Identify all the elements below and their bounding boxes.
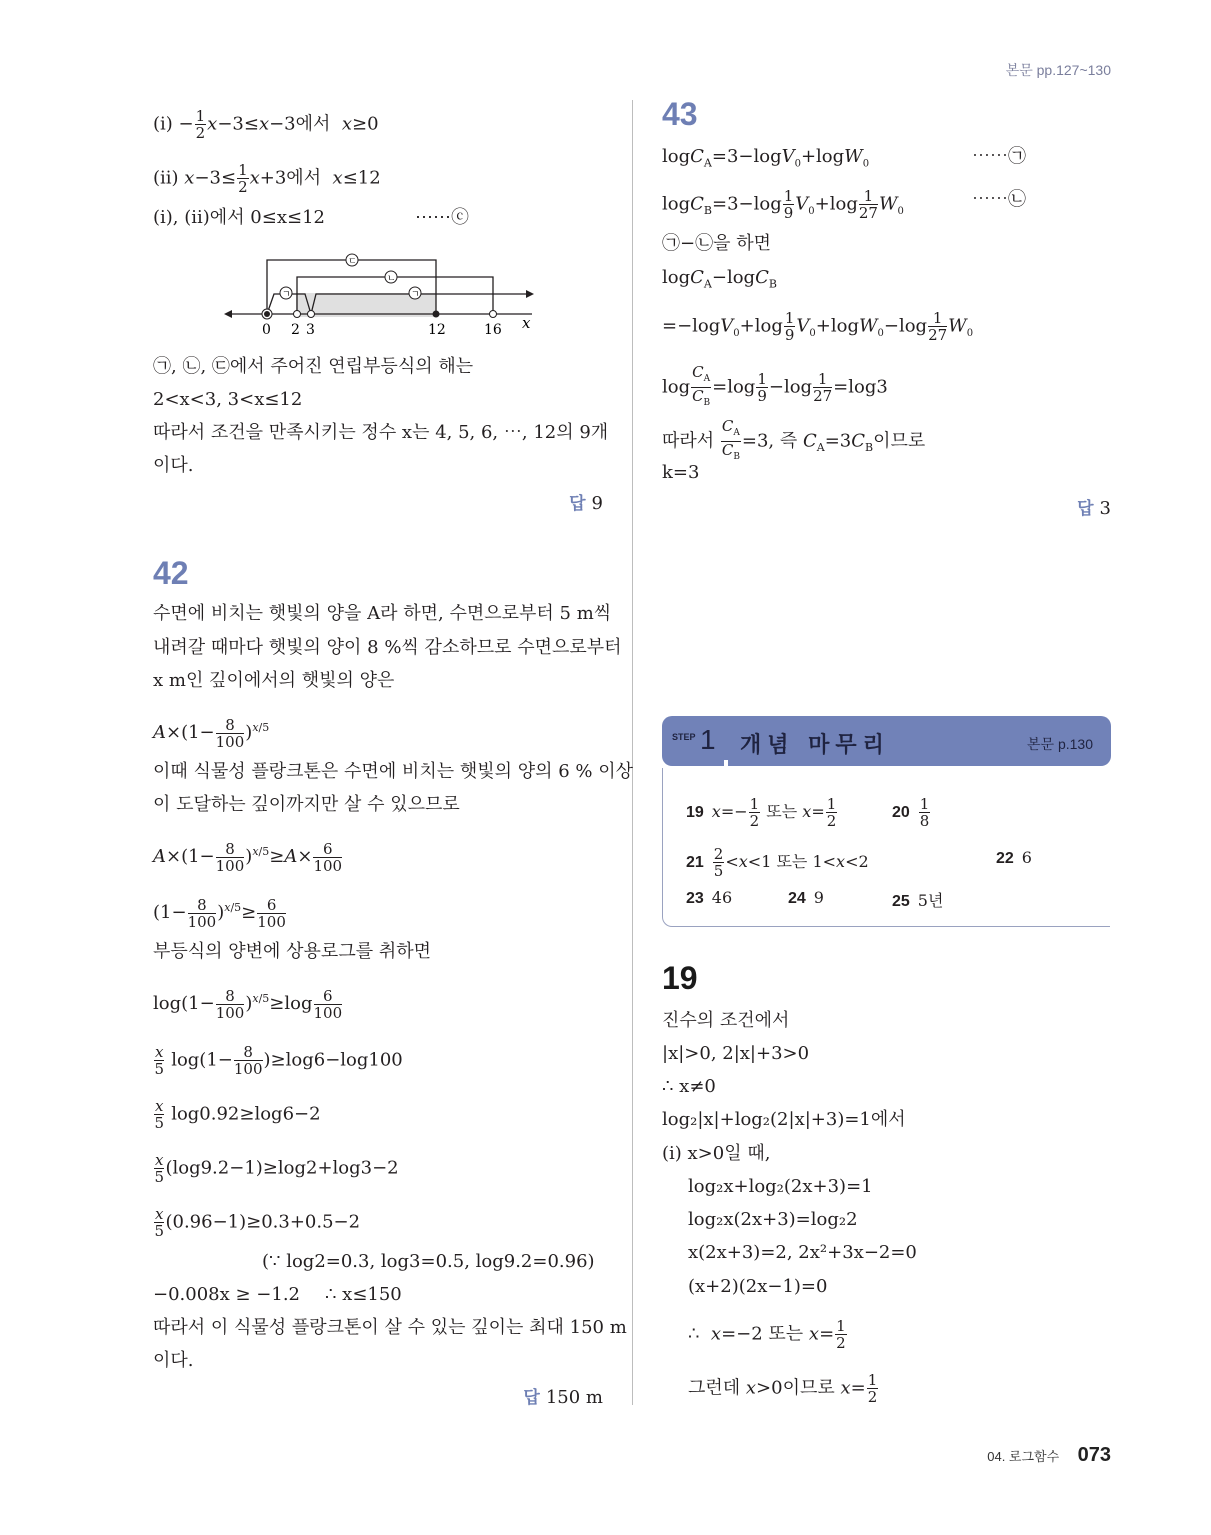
p42-eq-6: $\frac{x}{5}$ log0.92≥log6−2 [154,1097,321,1132]
p42-eq-5: $\frac{x}{5}$ log(1− $\frac{8}{100}$ )≥log6−log100 [154,1043,403,1078]
problem-42-number: 42 [153,555,189,591]
p19-line-1: 진수의 조건에서 [662,1010,790,1031]
p19-line-3: ∴ x≠0 [662,1076,716,1097]
svg-text:12: 12 [428,322,446,338]
p42-eq-7: $\frac{x}{5}$ (log9.2−1)≥log2+log3−2 [154,1151,399,1186]
answer-item-19: 19 x=− $\frac{1}{2}$ 또는 x= $\frac{1}{2}$ [686,795,837,830]
svg-text:ㄱ: ㄱ [282,290,291,300]
p42-line-6: 이 도달하는 깊이까지만 살 수 있으므로 [153,794,460,815]
p19-line-4: log₂|x|+log₂(2|x|+3)=1에서 [662,1109,906,1130]
p42-line-19: 이다. [153,1350,194,1371]
svg-text:ㄴ: ㄴ [387,274,396,284]
p43-eq-4: =−logV$_0$+log $\frac{1}{9}$ $V_0+\log W_0-\log$ $\frac{1}{27}$ $W_0$ [662,309,974,344]
p19-line-5: (ⅰ) x>0일 때, [662,1143,771,1164]
p42-eq-9: −0.008x ≥ −1.2 [153,1284,300,1305]
p43-marker-a: ⋯⋯㉠ [972,146,1026,167]
step-title: 개념 마무리 [740,733,890,758]
p43-eq-6: 따라서 $\frac{C_A}{C_B}$ =3, 즉 $C_A=3C_B$이므로 [662,417,926,462]
step-header [662,716,1111,766]
p42-eq-3: (1− $\frac{8}{100}$ )$^{x/5}$≥ $\frac{6}{100}$ [153,895,286,931]
marker-c: ⋯⋯ⓒ [415,207,469,228]
p42-result: ∴ x≤150 [325,1284,402,1305]
answer-item-25: 25 5년 [892,891,944,910]
step-number: 1 [700,724,716,755]
conclusion-line-4: 이다. [153,455,194,476]
svg-text:0: 0 [262,322,271,338]
svg-text:x: x [522,314,531,332]
p42-eq-1: A×(1− $\frac{8}{100}$ )$^{x/5}$ [153,715,270,751]
case-ii-line: (ⅱ) x−3≤ $\frac{1}{2}$ x+3에서 x≤12 [153,161,381,196]
answer-43: 답 3 [1077,498,1111,519]
p42-line-18: 따라서 이 식물성 플랑크톤이 살 수 있는 깊이는 최대 150 m [153,1317,627,1338]
p42-line-1: 수면에 비치는 햇빛의 양을 A라 하면, 수면으로부터 5 m씩 [153,603,612,624]
p42-line-2: 내려갈 때마다 햇빛의 양이 8 %씩 감소하므로 수면으로부터 [153,637,622,658]
p42-eq-2: A×(1− $\frac{8}{100}$ )$^{x/5}$≥A× $\frac{6}{100}$ [153,839,343,875]
combined-line: (ⅰ), (ⅱ)에서 0≤x≤12 [153,207,325,228]
svg-text:3: 3 [306,322,315,338]
page-reference: 본문 pp.127~130 [1005,62,1111,78]
p19-line-8: x(2x+3)=2, 2x²+3x−2=0 [688,1242,917,1263]
p19-line-11: 그런데 x>0이므로 x= $\frac{1}{2}$ [688,1371,878,1406]
column-divider [632,100,633,1405]
p19-line-10: ∴ x=−2 또는 x= $\frac{1}{2}$ [688,1317,846,1352]
chapter-label: 04. 로그함수 [987,1449,1060,1464]
answer-item-22: 22 6 [996,848,1032,867]
p43-marker-b: ⋯⋯㉡ [972,189,1026,210]
step-notch [724,760,728,768]
answer-item-20: 20 $\frac{1}{8}$ [892,795,930,830]
conclusion-line-1: ㉠, ㉡, ㉢에서 주어진 연립부등식의 해는 [153,356,474,377]
answer-item-21: 21 $\frac{2}{5}$ <x<1 또는 1<x<2 [686,845,869,880]
answer-41: 답 9 [569,493,603,514]
svg-text:2: 2 [291,322,300,338]
p42-line-5: 이때 식물성 플랑크톤은 수면에 비치는 햇빛의 양의 6 % 이상 [153,761,633,782]
p42-line-9: 부등식의 양변에 상용로그를 취하면 [153,941,431,962]
step-reference: 본문 p.130 [1027,736,1093,752]
case-i-line: (ⅰ) − $\frac{1}{2}$ x−3≤x−3에서 x≥0 [153,107,379,142]
conclusion-line-2: 2<x<3, 3<x≤12 [153,389,303,410]
problem-43-number: 43 [662,96,698,132]
svg-text:ㄱ: ㄱ [411,290,420,300]
conclusion-line-3: 따라서 조건을 만족시키는 정수 x는 4, 5, 6, ⋯, 12의 9개 [153,422,609,443]
p43-eq-1: logC$_A$=3−logV$_0$+logW$_0$ [662,146,870,170]
svg-text:ㄷ: ㄷ [348,257,357,267]
page-footer [987,1444,1111,1467]
svg-text:16: 16 [484,322,502,338]
p43-eq-3: logC$_A$−logC$_B$ [662,267,777,291]
p42-eq-8: $\frac{x}{5}$ (0.96−1)≥0.3+0.5−2 [154,1205,361,1240]
page-number: 073 [1077,1444,1111,1466]
number-line-diagram [222,248,542,340]
p19-line-6: log₂x+log₂(2x+3)=1 [688,1176,873,1197]
p43-eq-5: log $\frac{C_A}{C_B}$ =log $\frac{1}{9}$ −log $\frac{1}{27}$ =log3 [662,363,888,408]
answer-item-24: 24 9 [788,888,824,907]
answer-42: 답 150 m [523,1387,603,1408]
p42-line-3: x m인 깊이에서의 햇빛의 양은 [153,670,395,691]
step-summary-box [662,716,1111,928]
p43-eq-2: logC$_B$=3−log $\frac{1}{9}$ $V_0+\log$ $\frac{1}{27}$ $W_0$ [662,187,904,222]
problem-19-number: 19 [662,960,698,996]
answer-item-23: 23 46 [686,888,733,907]
step-label: STEP [672,732,696,742]
p42-because: (∵ log2=0.3, log3=0.5, log9.2=0.96) [262,1251,595,1272]
p19-line-7: log₂x(2x+3)=log₂2 [688,1209,858,1230]
p42-eq-4: log(1− $\frac{8}{100}$ )$^{x/5}$≥log $\frac{6}{100}$ [153,986,343,1022]
p43-eq-7: k=3 [662,462,700,483]
p43-line-5: ㉠−㉡을 하면 [662,233,771,254]
p19-line-2: |x|>0, 2|x|+3>0 [662,1043,810,1064]
p19-line-9: (x+2)(2x−1)=0 [688,1276,828,1297]
